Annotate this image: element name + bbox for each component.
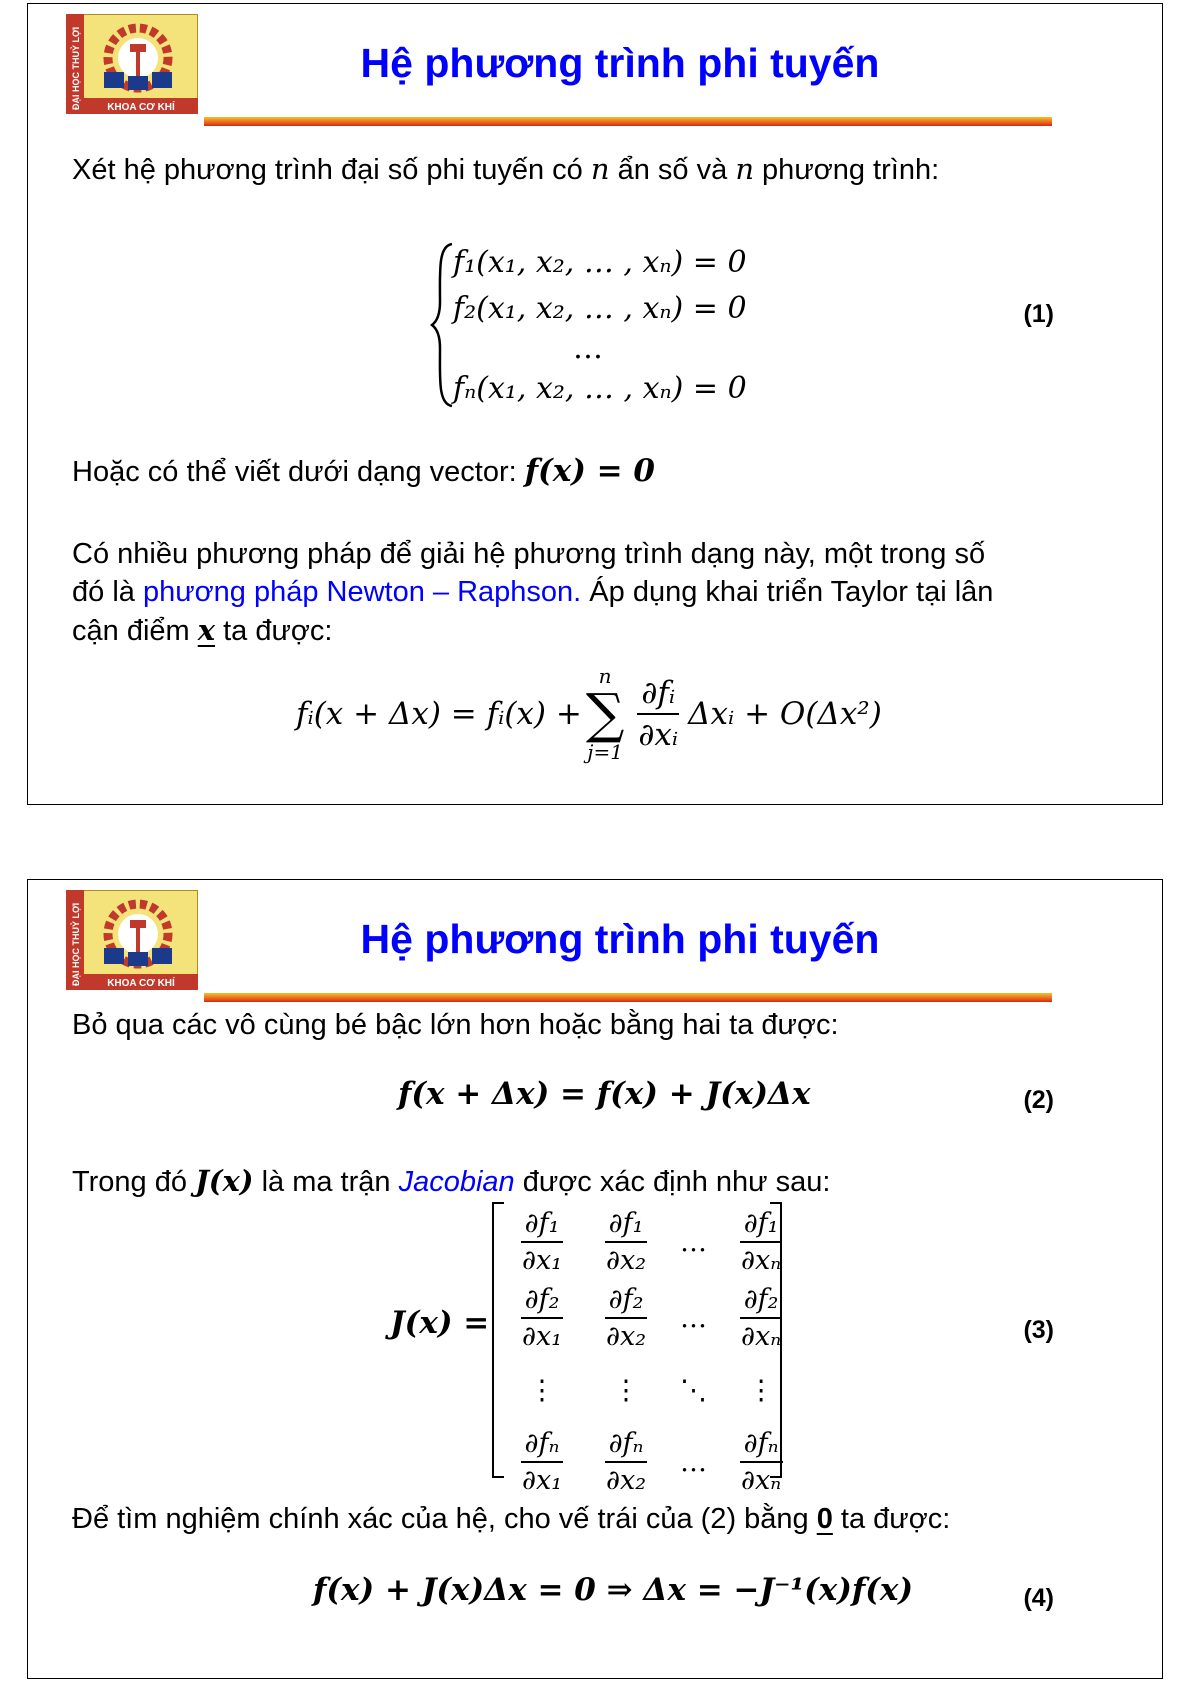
- matrix-cell: …: [680, 1446, 708, 1478]
- matrix-cell: [500, 1424, 584, 1500]
- matrix-fraction: $\frac{\text{∂f₁}}{\text{∂xₙ}}$: [741, 1208, 782, 1276]
- title-rule: [204, 117, 1052, 126]
- logo-text-bottom: KHOA CƠ KHÍ: [107, 978, 175, 989]
- matrix-fraction: $\frac{\text{∂fₙ}}{\text{∂x₂}}$: [606, 1428, 647, 1496]
- jacobian-lhs: J(x) =: [390, 1305, 490, 1341]
- intro-text: Xét hệ phương trình đại số phi tuyến có n ẩn số và n phương trình:: [72, 152, 940, 186]
- matrix-cell: …: [680, 1226, 708, 1258]
- sum-upper: n: [598, 664, 612, 688]
- equation-4: f(x) + J(x)Δx = 0 ⇒ Δx = −J⁻¹(x)f(x): [313, 1572, 914, 1608]
- jacobian-word: Jacobian: [398, 1166, 515, 1198]
- summation: [586, 664, 625, 764]
- matrix-cell: ⋮: [747, 1374, 775, 1406]
- matrix-fraction: $\frac{\text{∂f₂}}{\text{∂x₂}}$: [606, 1284, 647, 1352]
- slide-title: Hệ phương trình phi tuyến: [360, 40, 880, 86]
- matrix-cell: [719, 1280, 803, 1356]
- taylor-rhs: Δxᵢ + O(Δx²): [688, 696, 882, 732]
- logo-text-vertical: ĐẠI HỌC THUỶ LỢI: [71, 26, 81, 110]
- system-row: f₂(x₁, x₂, … , xₙ) = 0: [453, 291, 747, 326]
- matrix-cell: [584, 1204, 668, 1280]
- matrix-cell: [719, 1204, 803, 1280]
- matrix-cell: …: [680, 1302, 708, 1334]
- system-row: fₙ(x₁, x₂, … , xₙ) = 0: [453, 371, 747, 406]
- title-rule: [204, 993, 1052, 1002]
- university-logo-icon: [66, 14, 198, 114]
- equation-number-1: (1): [1023, 300, 1054, 328]
- matrix-cell: [719, 1424, 803, 1500]
- matrix-row: [500, 1204, 803, 1280]
- jacobian-text: Trong đó J(x) là ma trận Jacobian được xác định như sau:: [72, 1164, 831, 1198]
- slide-title: Hệ phương trình phi tuyến: [360, 916, 880, 962]
- logo-text-bottom: KHOA CƠ KHÍ: [107, 102, 175, 113]
- equation-2: f(x + Δx) = f(x) + J(x)Δx: [398, 1076, 811, 1112]
- system-equations: [453, 240, 747, 412]
- matrix-fraction: $\frac{\text{∂f₂}}{\text{∂x₁}}$: [522, 1284, 563, 1352]
- matrix-row: [500, 1356, 803, 1424]
- matrix-fraction: $\frac{\text{∂f₁}}{\text{∂x₂}}$: [606, 1208, 647, 1276]
- matrix-fraction: $\frac{\text{∂f₂}}{\text{∂xₙ}}$: [741, 1284, 782, 1352]
- slide-1: [27, 3, 1163, 805]
- matrix-cell: [500, 1280, 584, 1356]
- newton-raphson-link: phương pháp Newton – Raphson.: [142, 576, 582, 608]
- vector-text: Hoặc có thể viết dưới dạng vector: f(x) = 0: [72, 453, 656, 489]
- logo-text-vertical: ĐẠI HỌC THUỶ LỢI: [71, 902, 81, 986]
- system-row: f₁(x₁, x₂, … , xₙ) = 0: [453, 245, 747, 280]
- matrix-fraction: $\frac{\text{∂f₁}}{\text{∂x₁}}$: [522, 1208, 563, 1276]
- matrix-cell: ⋱: [680, 1374, 708, 1406]
- ignore-text: Bỏ qua các vô cùng bé bậc lớn hơn hoặc bằng hai ta được:: [72, 1009, 839, 1041]
- exact-text: Để tìm nghiệm chính xác của hệ, cho vế trái của (2) bằng 0 ta được:: [72, 1503, 951, 1535]
- matrix-cell: [584, 1424, 668, 1500]
- vector-equation: f(x) = 0: [524, 453, 656, 489]
- matrix-grid: [500, 1204, 803, 1500]
- equation-number-2: (2): [1023, 1086, 1054, 1114]
- equation-number-3: (3): [1023, 1316, 1054, 1344]
- university-logo-icon: [66, 890, 198, 990]
- matrix-cell: ⋮: [612, 1374, 640, 1406]
- taylor-equation: [296, 664, 882, 764]
- matrix-cell: ⋮: [528, 1374, 556, 1406]
- matrix-cell: [584, 1280, 668, 1356]
- taylor-lhs: fᵢ(x + Δx) = fᵢ(x) +: [296, 696, 582, 732]
- matrix-row: [500, 1280, 803, 1356]
- equation-number-4: (4): [1023, 1584, 1054, 1612]
- methods-text: Có nhiều phương pháp để giải hệ phương trình dạng này, một trong số đó là phương pháp Newton – Raphson. Áp dụng khai triển Taylor tại lân cận điểm x ta được:: [72, 538, 994, 647]
- matrix-cell: [500, 1204, 584, 1280]
- sum-lower: j=1: [587, 740, 623, 764]
- jacobian-matrix: [492, 1202, 782, 1496]
- system-row: …: [573, 331, 603, 366]
- matrix-fraction: $\frac{\text{∂fₙ}}{\text{∂x₁}}$: [522, 1428, 563, 1496]
- matrix-row: [500, 1424, 803, 1500]
- partial-fraction: $\frac{\text{∂fᵢ}}{\text{∂xᵢ}}$: [638, 675, 679, 753]
- slide-2: [27, 879, 1163, 1679]
- sum-sign-icon: ∑: [585, 682, 625, 745]
- matrix-fraction: $\frac{\text{∂fₙ}}{\text{∂xₙ}}$: [741, 1428, 782, 1496]
